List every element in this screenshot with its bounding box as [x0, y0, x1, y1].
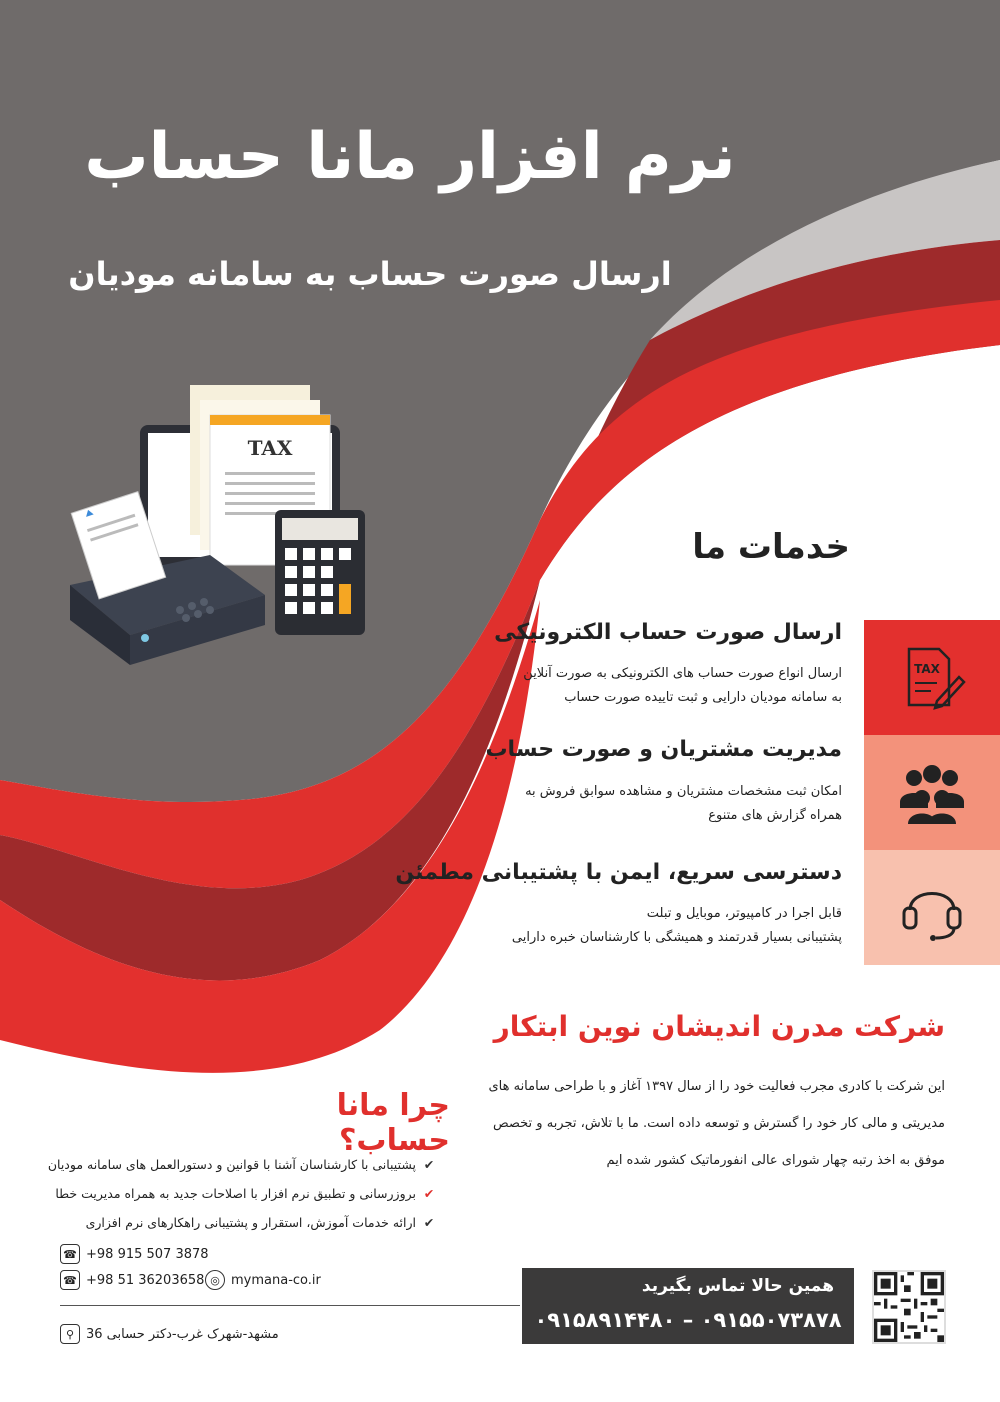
- cta-phones: ۰۹۱۵۵۰۷۳۸۷۸ – ۰۹۱۵۸۹۱۴۴۸۰: [534, 1308, 842, 1332]
- website-text: mymana-co.ir: [231, 1272, 321, 1288]
- why-item-1: [18, 1150, 438, 1179]
- service-title-3: دسترسی سریع، ایمن با پشتیبانی مطمئن: [395, 860, 842, 885]
- service-desc-1-line2: به سامانه مودیان دارایی و ثبت تاییده صورت حساب: [564, 690, 842, 705]
- why-heading: چرا مانا حساب؟: [336, 1088, 450, 1158]
- service-desc-3: [322, 902, 842, 950]
- phone-icon: ☎: [60, 1244, 80, 1264]
- company-name: شرکت مدرن اندیشان نوین ابتکار: [493, 1010, 945, 1043]
- service-icon-box-3: [864, 850, 1000, 965]
- service-desc-1-line1: ارسال انواع صورت حساب های الکترونیکی به صورت آنلاین: [523, 666, 842, 681]
- service-desc-2: [322, 780, 842, 828]
- company-line-3: موفق به اخذ رتبه چهار شورای عالی انفورماتیک کشور شده ایم: [606, 1153, 945, 1168]
- check-icon: ✔: [423, 1186, 435, 1201]
- contact-phone-2[interactable]: [60, 1270, 204, 1290]
- service-desc-1: [322, 662, 842, 710]
- why-item-2: [18, 1179, 438, 1208]
- service-desc-3-line2: پشتیبانی بسیار قدرتمند و همیشگی با کارشناسان خبره دارایی: [511, 930, 842, 945]
- address-text: مشهد-شهرک غرب-دکتر حسابی 36: [86, 1326, 279, 1342]
- company-line-2: مدیریتی و مالی کار خود را گسترش و توسعه داده است. ما با تلاش، تجربه و تخصص: [492, 1116, 945, 1131]
- cta-label: همین حالا تماس بگیرید: [641, 1276, 834, 1296]
- service-icon-box-1: [864, 620, 1000, 735]
- service-icon-box-2: [864, 735, 1000, 850]
- globe-icon: ◎: [205, 1270, 225, 1290]
- contact-divider: [60, 1305, 520, 1306]
- page-title: نرم افزار مانا حساب: [84, 120, 736, 194]
- tax-icon-label: TAX: [914, 661, 940, 676]
- service-title-1: ارسال صورت حساب الکترونیکی: [494, 620, 842, 645]
- why-list: [18, 1150, 438, 1237]
- page-subtitle: ارسال صورت حساب به سامانه مودیان: [68, 255, 672, 293]
- service-desc-2-line2: همراه گزارش های متنوع: [708, 808, 842, 823]
- why-item-1-text: پشتیبانی با کارشناسان آشنا با قوانین و دستورالعمل های سامانه مودیان: [47, 1157, 416, 1172]
- headset-support-icon: [896, 872, 968, 944]
- services-heading: خدمات ما: [692, 527, 850, 567]
- phone-icon: ☎: [60, 1270, 80, 1290]
- users-group-icon: [894, 758, 970, 828]
- phone-1-text: +98 915 507 3878: [86, 1246, 209, 1262]
- tax-label: TAX: [247, 436, 293, 460]
- call-to-action[interactable]: [522, 1268, 854, 1344]
- service-desc-3-line1: قابل اجرا در کامپیوتر، موبایل و تبلت: [646, 906, 842, 921]
- qr-code-icon[interactable]: [872, 1270, 946, 1344]
- service-desc-2-line1: امکان ثبت مشخصات مشتریان و مشاهده سوابق فروش به: [525, 784, 842, 799]
- company-description: [385, 1068, 945, 1179]
- contact-website[interactable]: [205, 1270, 321, 1290]
- service-title-2: مدیریت مشتریان و صورت حساب: [485, 737, 842, 762]
- tax-document-pen-icon: [897, 643, 967, 713]
- phone-2-text: +98 51 36203658: [86, 1272, 205, 1288]
- why-item-3: [18, 1208, 438, 1237]
- contact-phone-1[interactable]: [60, 1244, 209, 1264]
- location-pin-icon: ⚲: [60, 1324, 80, 1344]
- check-icon: ✔: [423, 1215, 435, 1230]
- contact-address: [60, 1324, 279, 1344]
- company-line-1: این شرکت با کادری مجرب فعالیت خود را از سال ۱۳۹۷ آغاز و با طراحی سامانه های: [488, 1079, 945, 1094]
- why-item-2-text: بروزرسانی و تطبیق نرم افزار با اصلاحات جدید به همراه مدیریت خطا: [55, 1186, 416, 1201]
- check-icon: ✔: [423, 1157, 435, 1172]
- why-item-3-text: ارائه خدمات آموزش، استقرار و پشتیبانی راهکارهای نرم افزاری: [85, 1215, 416, 1230]
